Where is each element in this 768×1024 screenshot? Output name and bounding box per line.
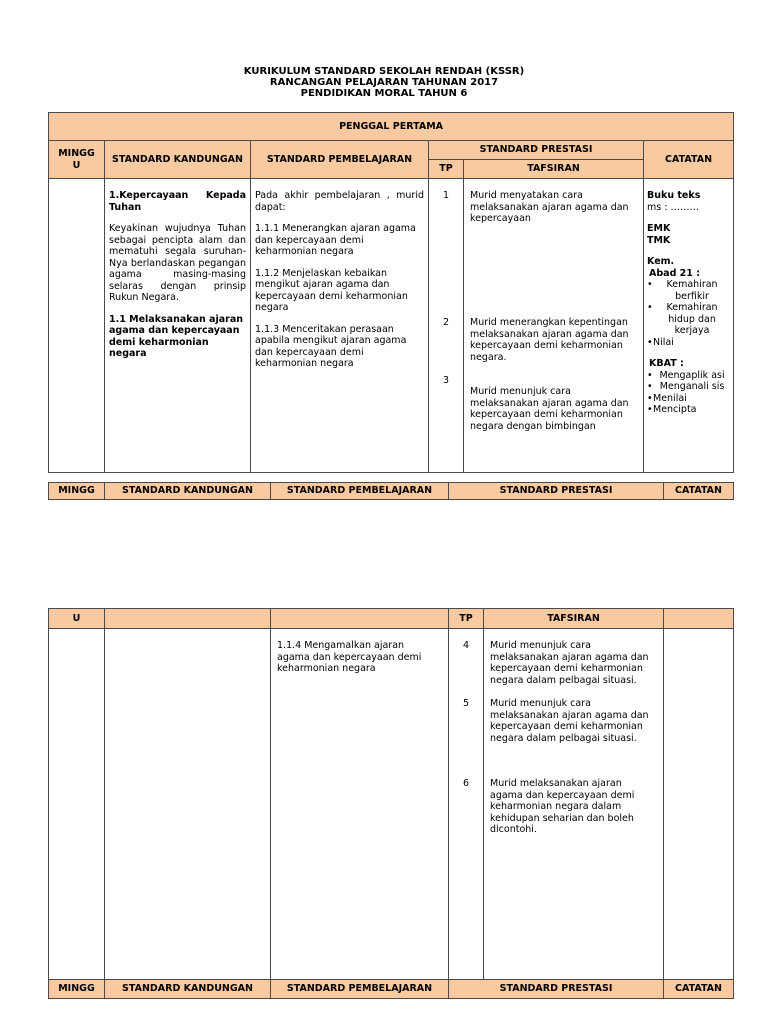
tafsiran-text: Murid menerangkan kepentingan melaksanakan ajaran agama dan kepercayaan demi keharmonian negara. xyxy=(470,317,629,363)
catatan-emk: EMK xyxy=(647,223,671,234)
doc-title-line2: RANCANGAN PELAJARAN TAHUNAN 2017 xyxy=(269,77,499,88)
doc-title-line1: KURIKULUM STANDARD SEKOLAH RENDAH (KSSR) xyxy=(243,66,525,77)
list-item: • Kemahiran hidup dan kerjaya xyxy=(647,302,731,337)
footer-standard-kandungan: STANDARD KANDUNGAN xyxy=(105,980,271,999)
kbat-list xyxy=(647,370,731,416)
list-item: • Mengaplik asi xyxy=(647,370,731,382)
col-header-tafsiran: TAFSIRAN xyxy=(464,160,644,179)
col-header-catatan: CATATAN xyxy=(644,141,734,179)
catatan-abad: Abad 21 : xyxy=(649,267,700,279)
tafsiran-cell xyxy=(464,179,644,473)
col-header-u: U xyxy=(49,609,105,629)
col-header-tp: TP xyxy=(449,609,484,629)
tafsiran-text: Murid melaksanakan ajaran agama dan kepercayaan demi keharmonian negara dalam kehidupan seharian dan boleh dicontohi. xyxy=(490,778,635,835)
sk-description: Keyakinan wujudnya Tuhan sebagai pencipta alam dan mematuhi segala suruhan-Nya berlandaskan pegangan agama masing-masing selaras dengan prinsip Rukun Negara. xyxy=(109,223,246,303)
minggu-cell xyxy=(49,179,105,473)
sp-item: 1.1.2 Menjelaskan kebaikan mengikut ajaran agama dan kepercayaan demi keharmonian negara xyxy=(255,267,408,313)
footer-standard-prestasi: STANDARD PRESTASI xyxy=(449,483,664,500)
tp-cell xyxy=(449,629,484,980)
footer-standard-kandungan: STANDARD KANDUNGAN xyxy=(105,483,271,500)
tp-value: 2 xyxy=(442,317,450,328)
rpt-table-page1 xyxy=(48,112,734,473)
list-item: • Menilai xyxy=(647,393,731,405)
sp-item: 1.1.3 Menceritakan perasaan apabila mengikut ajaran agama dan kepercayaan demi keharmonian negara xyxy=(255,323,407,369)
footer-standard-pembelajaran: STANDARD PEMBELAJARAN xyxy=(271,483,449,500)
footer-minggu: MINGG xyxy=(49,980,105,999)
sk-subtopic: 1.1 Melaksanakan ajaran agama dan kepercayaan demi keharmonian negara xyxy=(109,313,243,359)
minggu-cell xyxy=(49,629,105,980)
tafsiran-text: Murid menunjuk cara melaksanakan ajaran agama dan kepercayaan demi keharmonian negara dalam pelbagai situasi. xyxy=(490,640,649,686)
tp-value: 3 xyxy=(442,375,450,386)
catatan-kbat: KBAT : xyxy=(649,358,684,369)
tp-value: 4 xyxy=(462,640,470,651)
catatan-ms: ms : ……… xyxy=(647,201,699,213)
footer-standard-prestasi: STANDARD PRESTASI xyxy=(449,980,664,999)
list-item: • Mencipta xyxy=(647,404,731,416)
col-header-tp: TP xyxy=(429,160,464,179)
sp-item: 1.1.1 Menerangkan ajaran agama dan kepercayaan demi keharmonian negara xyxy=(255,223,416,257)
abad-list xyxy=(647,279,731,348)
list-item: • Nilai xyxy=(647,337,731,349)
tafsiran-text: Murid menyatakan cara melaksanakan ajaran agama dan kepercayaan xyxy=(470,190,629,224)
repeat-header-row-1 xyxy=(48,482,734,500)
footer-catatan: CATATAN xyxy=(664,483,734,500)
col-header-minggu: MINGG U xyxy=(49,141,105,179)
col-header-blank xyxy=(664,609,734,629)
penggal-header: PENGGAL PERTAMA xyxy=(49,113,734,141)
tafsiran-cell xyxy=(484,629,664,980)
sp-intro: Pada akhir pembelajaran , murid dapat: xyxy=(255,190,424,213)
catatan-kem: Kem. xyxy=(647,256,675,267)
col-header-standard-prestasi: STANDARD PRESTASI xyxy=(429,141,644,160)
sk-title: 1.Kepercayaan Kepada Tuhan xyxy=(109,190,246,213)
tp-value: 1 xyxy=(442,190,450,201)
catatan-tmk: TMK xyxy=(647,234,671,246)
tp-value: 5 xyxy=(462,698,470,709)
tafsiran-text: Murid menunjuk cara melaksanakan ajaran agama dan kepercayaan demi keharmonian negara dalam pelbagai situasi. xyxy=(490,698,649,744)
footer-minggu: MINGG xyxy=(49,483,105,500)
catatan-cell xyxy=(644,179,734,473)
standard-pembelajaran-cell xyxy=(251,179,429,473)
footer-catatan: CATATAN xyxy=(664,980,734,999)
standard-kandungan-cell xyxy=(105,179,251,473)
doc-title-line3: PENDIDIKAN MORAL TAHUN 6 xyxy=(300,88,468,99)
tp-value: 6 xyxy=(462,778,470,789)
col-header-blank xyxy=(105,609,271,629)
col-header-standard-kandungan: STANDARD KANDUNGAN xyxy=(105,141,251,179)
catatan-buku: Buku teks xyxy=(647,190,701,201)
list-item: • Kemahiran berfikir xyxy=(647,279,731,302)
col-header-standard-pembelajaran: STANDARD PEMBELAJARAN xyxy=(251,141,429,179)
rpt-table-page2 xyxy=(48,608,734,999)
tp-cell xyxy=(429,179,464,473)
catatan-cell xyxy=(664,629,734,980)
standard-kandungan-cell xyxy=(105,629,271,980)
col-header-blank xyxy=(271,609,449,629)
footer-standard-pembelajaran: STANDARD PEMBELAJARAN xyxy=(271,980,449,999)
col-header-tafsiran: TAFSIRAN xyxy=(484,609,664,629)
list-item: • Menganali sis xyxy=(647,381,731,393)
standard-pembelajaran-cell xyxy=(271,629,449,980)
sp-item: 1.1.4 Mengamalkan ajaran agama dan kepercayaan demi keharmonian negara xyxy=(277,640,422,674)
tafsiran-text: Murid menunjuk cara melaksanakan ajaran agama dan kepercayaan demi keharmonian negara dengan bimbingan xyxy=(470,386,629,432)
